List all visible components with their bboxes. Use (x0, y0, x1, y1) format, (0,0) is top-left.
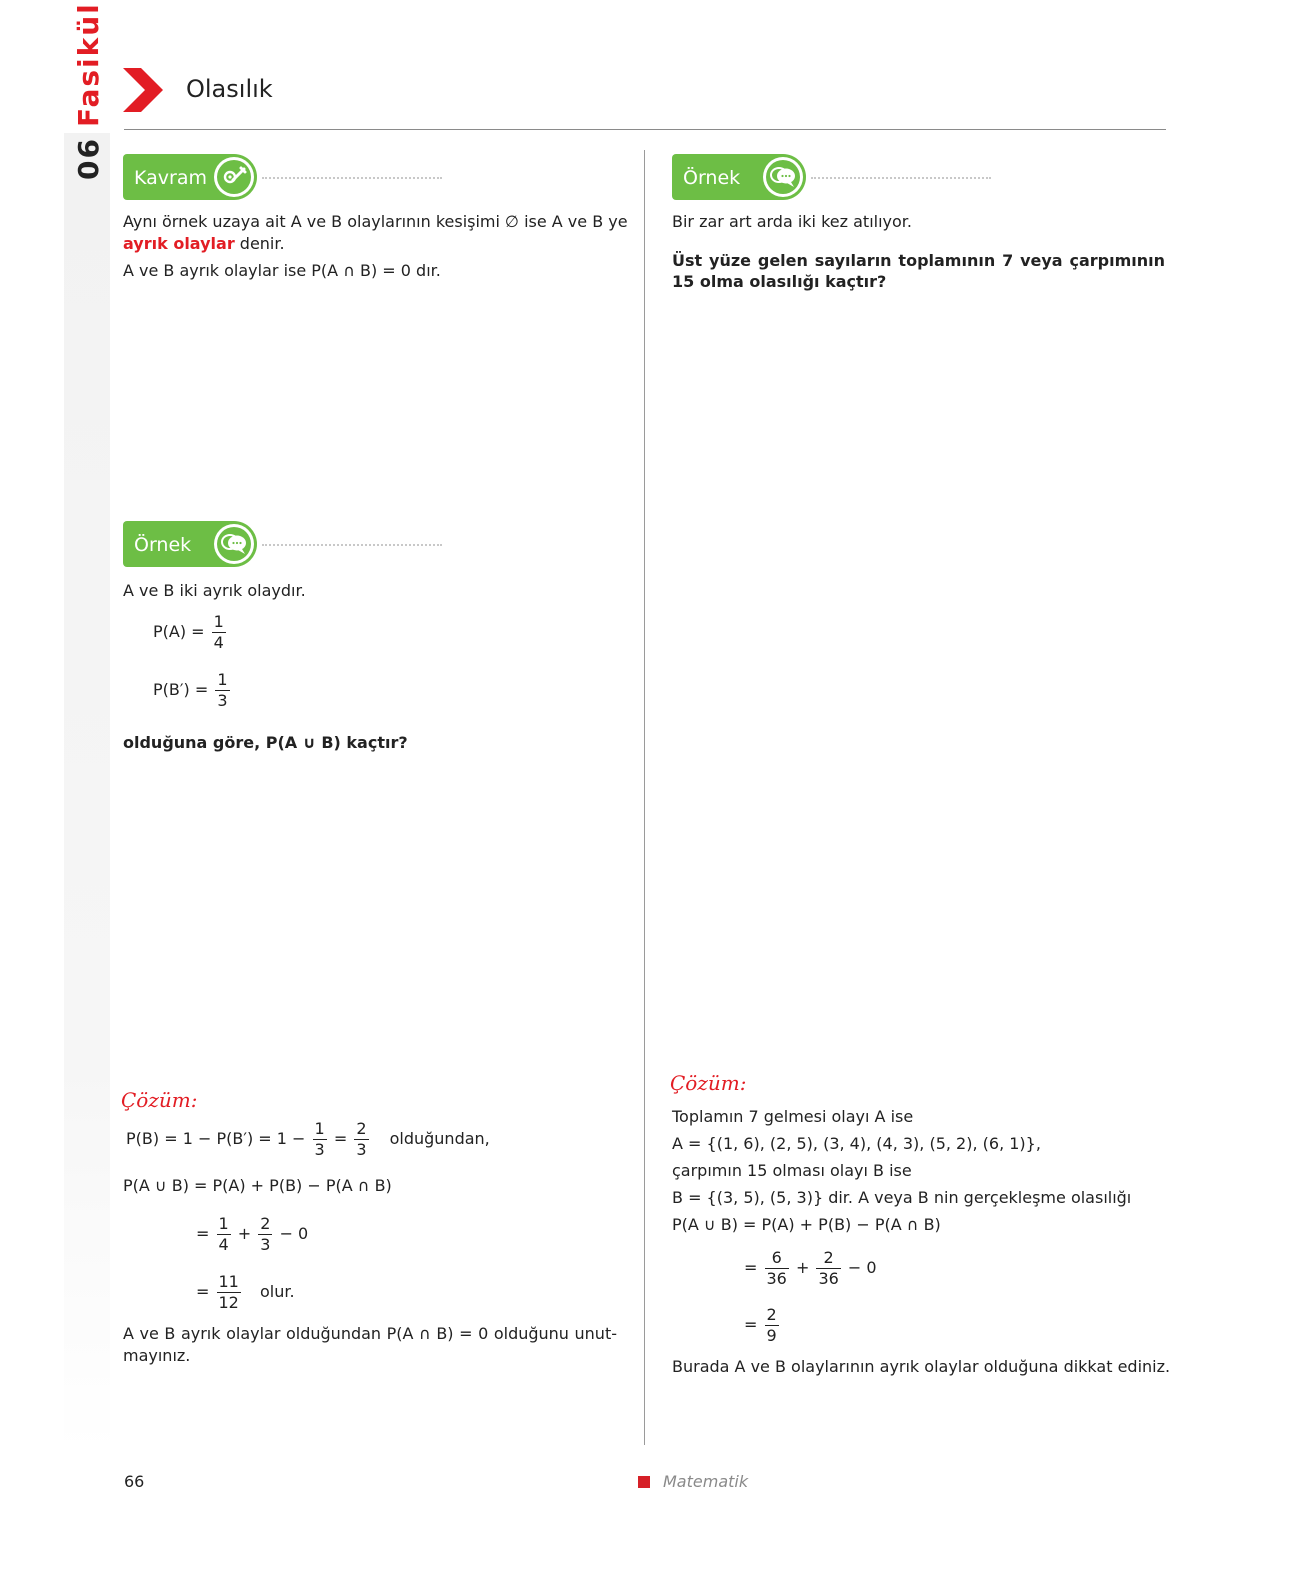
side-strip (64, 133, 110, 1453)
ornek-tag-left-label: Örnek (134, 534, 192, 556)
cozum-left-line-1: P(B) = 1 − P(B′) = 1 − $\frac{1}{3}$ = $\frac{2}{3}$ olduğundan, (126, 1119, 490, 1159)
cozum-right-line-4: B = {(3, 5), (5, 3)} dir. A veya B nin gerçekleşme olasılığı (672, 1188, 1132, 1207)
cozum-left-title: Çözüm: (121, 1088, 198, 1112)
cozum-right-note: Burada A ve B olaylarının ayrık olaylar olduğuna dikkat ediniz. (672, 1357, 1171, 1376)
kavram-highlight: ayrık olaylar (123, 234, 235, 253)
ornek-right-intro: Bir zar art arda iki kez atılıyor. (672, 212, 912, 231)
cozum-left-note-2: mayınız. (123, 1346, 191, 1365)
ornek-tag-right (672, 154, 806, 200)
cozum-left-line-4: = $\frac{11}{12}$ olur. (196, 1272, 295, 1312)
ornek-tag-left (123, 521, 257, 567)
speech-bubbles-icon (763, 157, 803, 197)
speech-bubbles-icon (214, 524, 254, 564)
page-title: Olasılık (186, 75, 273, 103)
footer-square-icon (638, 1476, 650, 1488)
cozum-right-line-6: = $\frac{6}{36}$ + $\frac{2}{36}$ − 0 (744, 1248, 877, 1288)
kavram-line-3: A ve B ayrık olaylar ise P(A ∩ B) = 0 dır. (123, 261, 441, 280)
cozum-right-line-5: P(A ∪ B) = P(A) + P(B) − P(A ∩ B) (672, 1215, 941, 1234)
cozum-left-line-3: = $\frac{1}{4}$ + $\frac{2}{3}$ − 0 (196, 1214, 309, 1254)
ornek-left-dotted-line (262, 544, 442, 546)
cozum-left-note-1: A ve B ayrık olaylar olduğundan P(A ∩ B) = 0 olduğunu unut- (123, 1324, 617, 1343)
kavram-line-2 (123, 233, 285, 255)
ornek-left-question: olduğuna göre, P(A ∪ B) kaçtır? (123, 733, 408, 752)
cozum-left-line-2: P(A ∪ B) = P(A) + P(B) − P(A ∩ B) (123, 1176, 392, 1195)
pa-label: P(A) = (153, 622, 205, 641)
kavram-tag-label: Kavram (134, 167, 207, 189)
cozum-right-line-7: = $\frac{2}{9}$ (744, 1305, 777, 1345)
cozum-right-line-3: çarpımın 15 olması olayı B ise (672, 1161, 912, 1180)
ornek-left-intro: A ve B iki ayrık olaydır. (123, 581, 306, 600)
pa-expression (153, 614, 228, 651)
footer-subject: Matematik (663, 1472, 749, 1491)
cozum-right-line-1: Toplamın 7 gelmesi olayı A ise (672, 1107, 914, 1126)
kavram-line-1: Aynı örnek uzaya ait A ve B olaylarının kesişimi ∅ ise A ve B ye (123, 212, 628, 231)
kavram-line-2-rest: denir. (234, 234, 285, 253)
pa-fraction: $\frac{1}{4}$ (213, 612, 224, 652)
pb-fraction: $\frac{1}{3}$ (217, 670, 228, 710)
kavram-dotted-line (262, 177, 442, 179)
side-label-word: Fasikül (72, 2, 105, 128)
page-number: 66 (124, 1472, 145, 1491)
ornek-tag-right-label: Örnek (683, 167, 741, 189)
pb-expression (153, 672, 232, 709)
side-label-number: 06 (72, 137, 105, 180)
pb-label: P(B′) = (153, 680, 209, 699)
cozum-right-line-2: A = {(1, 6), (2, 5), (3, 4), (4, 3), (5, 2), (6, 1)}, (672, 1134, 1041, 1153)
column-divider (644, 150, 645, 1445)
ornek-right-question-2: 15 olma olasılığı kaçtır? (672, 272, 887, 291)
kavram-tag (123, 154, 257, 200)
chevron-logo-icon (123, 68, 163, 112)
header-divider (124, 129, 1166, 130)
gear-wrench-icon (214, 157, 254, 197)
ornek-right-dotted-line (811, 177, 991, 179)
ornek-right-question-1: Üst yüze gelen sayıların toplamının 7 veya çarpımının (672, 251, 1165, 270)
cozum-right-title: Çözüm: (670, 1071, 747, 1095)
